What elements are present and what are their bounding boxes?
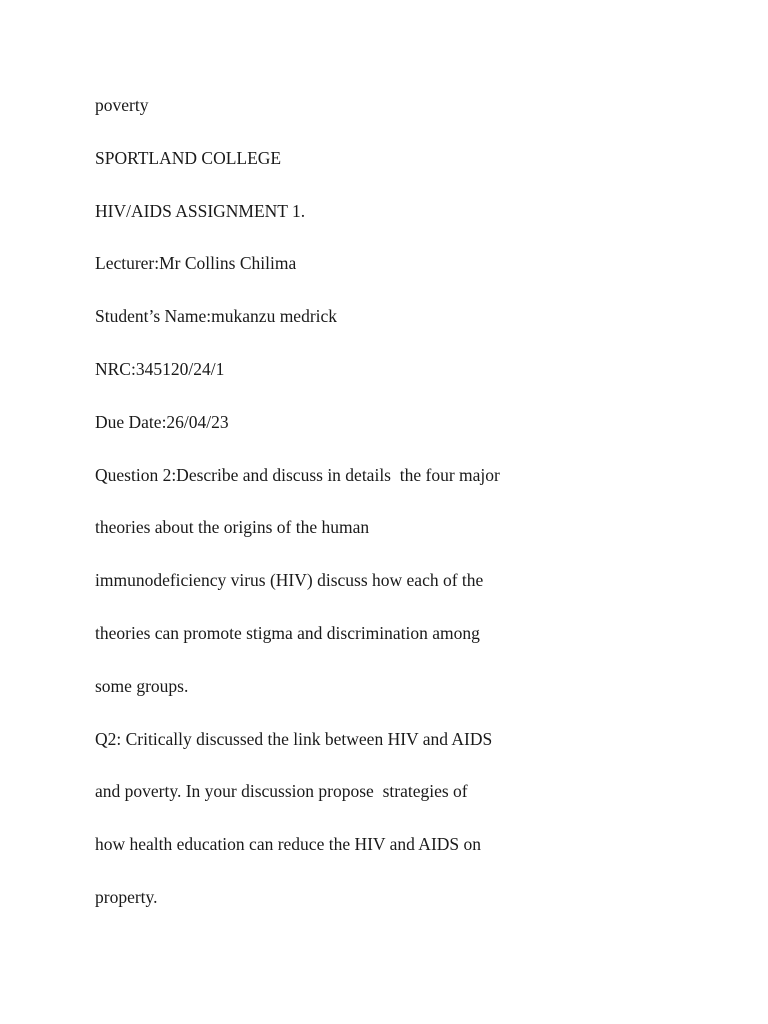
student-name-line: Student’s Name:mukanzu medrick bbox=[95, 306, 338, 327]
college-name: SPORTLAND COLLEGE bbox=[95, 147, 282, 168]
question-line: and poverty. In your discussion propose strategies of bbox=[95, 781, 468, 802]
question-line: Q2: Critically discussed the link between HIV and AIDS bbox=[95, 728, 493, 749]
question-line: theories about the origins of the human bbox=[95, 517, 370, 538]
due-date-line: Due Date:26/04/23 bbox=[95, 411, 229, 432]
lecturer-line: Lecturer:Mr Collins Chilima bbox=[95, 253, 297, 274]
question-line: Question 2:Describe and discuss in details the four major bbox=[95, 464, 500, 485]
question-line: property. bbox=[95, 886, 158, 907]
question-line: how health education can reduce the HIV and AIDS on bbox=[95, 834, 482, 855]
question-line: immunodeficiency virus (HIV) discuss how each of the bbox=[95, 570, 484, 591]
assignment-title: HIV/AIDS ASSIGNMENT 1. bbox=[95, 200, 306, 221]
question-line: theories can promote stigma and discrimination among bbox=[95, 622, 480, 643]
document-body bbox=[95, 92, 715, 937]
header-word: poverty bbox=[95, 95, 149, 115]
question-line: some groups. bbox=[95, 675, 189, 696]
nrc-line: NRC:345120/24/1 bbox=[95, 358, 225, 379]
